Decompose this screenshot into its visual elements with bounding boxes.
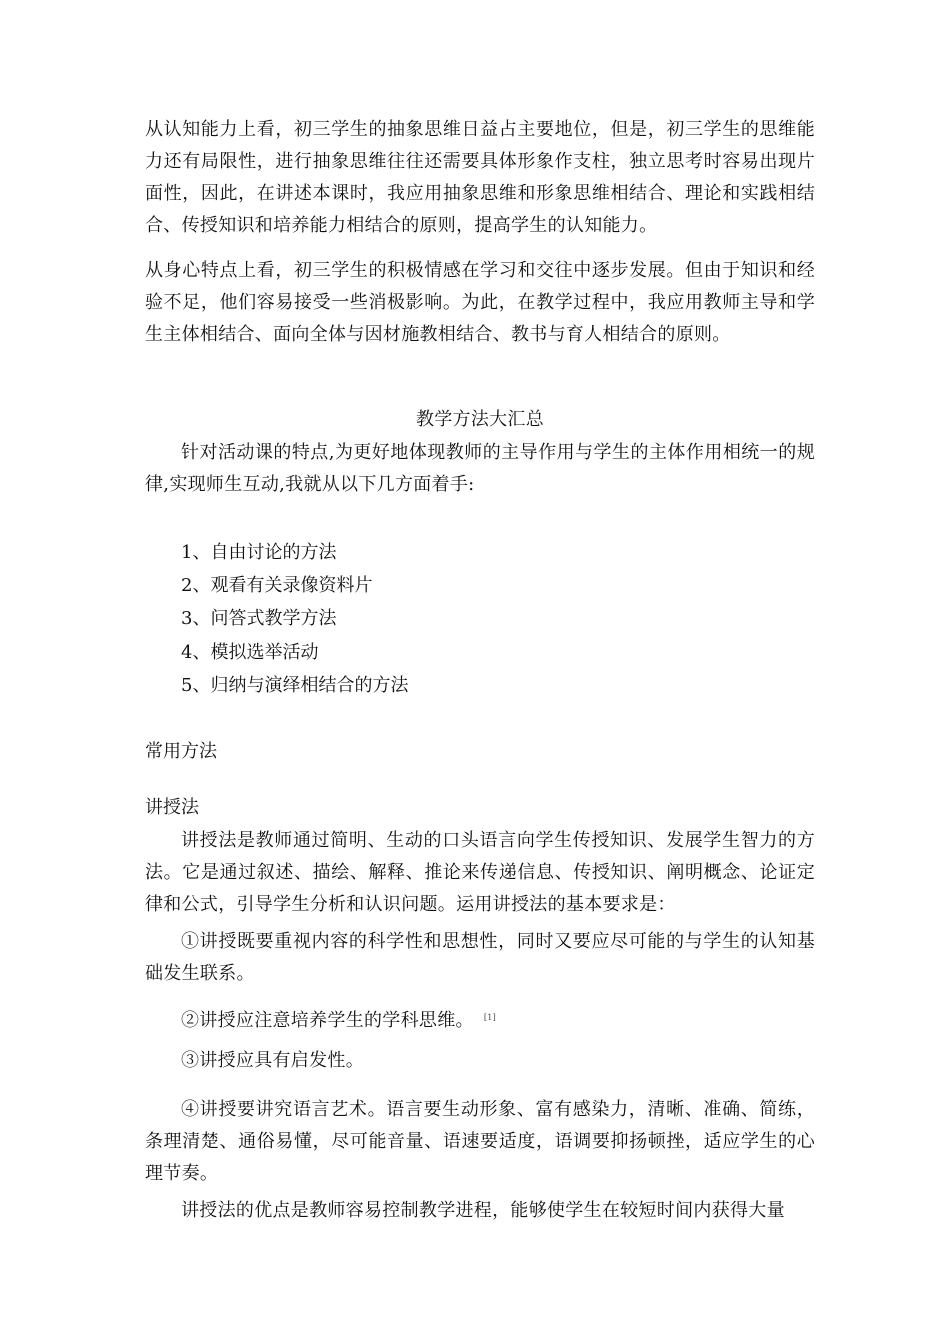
requirement-2 bbox=[145, 1002, 815, 1037]
lecture-heading: 讲授法 bbox=[145, 797, 199, 818]
advantage-paragraph: 讲授法的优点是教师容易控制教学进程，能够使学生在较短时间内获得大量 bbox=[181, 1200, 785, 1221]
common-methods-heading: 常用方法 bbox=[145, 741, 217, 762]
requirement-1: ①讲授既要重视内容的科学性和思想性，同时又要应尽可能的与学生的认知基础发生联系。 bbox=[145, 931, 815, 984]
list-item: 4、模拟选举活动 bbox=[181, 642, 319, 663]
list-item: 1、自由讨论的方法 bbox=[181, 542, 337, 563]
footnote-ref[interactable]: [1] bbox=[483, 1013, 497, 1022]
paragraph-cognitive: 从认知能力上看，初三学生的抽象思维日益占主要地位，但是，初三学生的思维能力还有局限性，进行抽象思维往往还需要具体形象作支柱，独立思考时容易出现片面性，因此，在讲述本课时，我应用抽象思维和形象思维相结合、理论和实践相结合、传授知识和培养能力相结合的原则，提高学生的认知能力。 bbox=[145, 119, 815, 236]
methods-intro: 针对活动课的特点,为更好地体现教师的主导作用与学生的主体作用相统一的规律,实现师生互动,我就从以下几方面着手: bbox=[145, 442, 815, 495]
list-item: 5、归纳与演绎相结合的方法 bbox=[181, 675, 409, 696]
list-item: 3、问答式教学方法 bbox=[181, 608, 337, 629]
list-item: 2、观看有关录像资料片 bbox=[181, 575, 373, 596]
requirement-2-text: ②讲授应注意培养学生的学科思维。 bbox=[181, 1010, 474, 1031]
requirement-3: ③讲授应具有启发性。 bbox=[181, 1050, 364, 1071]
requirement-4: ④讲授要讲究语言艺术。语言要生动形象、富有感染力，清晰、准确、简练，条理清楚、通俗易懂，尽可能音量、语速要适度，语调要抑扬顿挫，适应学生的心理节奏。 bbox=[145, 1099, 815, 1184]
lecture-description: 讲授法是教师通过简明、生动的口头语言向学生传授知识、发展学生智力的方法。它是通过叙述、描绘、解释、推论来传递信息、传授知识、阐明概念、论证定律和公式，引导学生分析和认识问题。运用讲授法的基本要求是： bbox=[145, 830, 815, 915]
section-title: 教学方法大汇总 bbox=[415, 409, 545, 430]
paragraph-psych: 从身心特点上看，初三学生的积极情感在学习和交往中逐步发展。但由于知识和经验不足，他们容易接受一些消极影响。为此，在教学过程中，我应用教师主导和学生主体相结合、面向全体与因材施教相结合、教书与育人相结合的原则。 bbox=[145, 260, 815, 345]
